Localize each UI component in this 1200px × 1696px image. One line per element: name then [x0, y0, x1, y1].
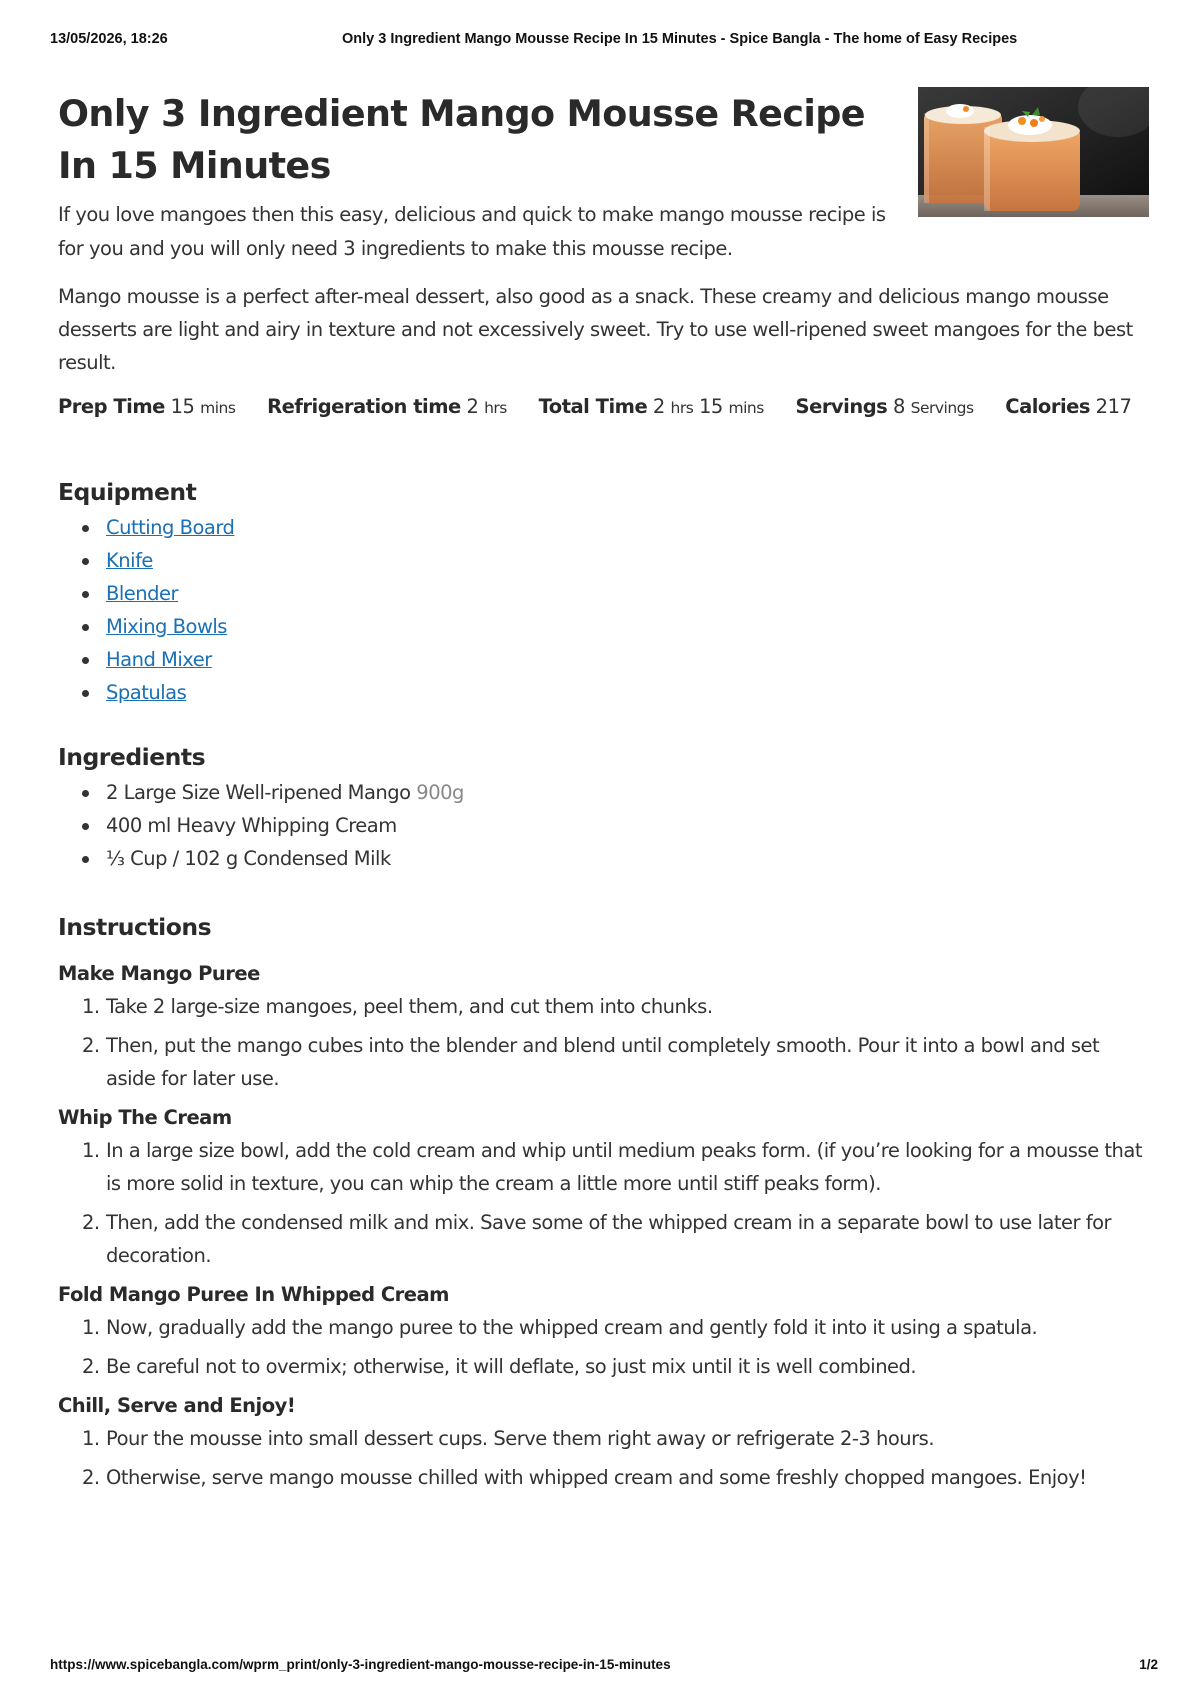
step-text: Be careful not to overmix; otherwise, it will deflate, so just mix until it is well combined.: [106, 1355, 917, 1378]
step-number: 2.: [82, 1355, 100, 1378]
list-item: [58, 610, 1150, 643]
page-url: https://www.spicebangla.com/wprm_print/only-3-ingredient-mango-mousse-recipe-in-15-minutes: [50, 1657, 671, 1672]
servings-value: 8: [892, 395, 905, 418]
step-text: Now, gradually add the mango puree to the whipped cream and gently fold it into it using a spatula.: [106, 1316, 1038, 1339]
step-text: In a large size bowl, add the cold cream and whip until medium peaks form. (if you’re looking for a mousse that is more solid in texture, you can whip the cream a little more until stiff peaks form).: [106, 1139, 1142, 1195]
servings-label: Servings: [795, 395, 888, 418]
list-item: [58, 643, 1150, 676]
calories-label: Calories: [1005, 395, 1090, 418]
ingredient-item: [58, 842, 1150, 875]
instruction-step: [58, 1461, 1150, 1494]
step-text: Take 2 large-size mangoes, peel them, and cut them into chunks.: [106, 995, 713, 1018]
list-item: [58, 544, 1150, 577]
calories: [1005, 391, 1131, 423]
equipment-link-hand-mixer[interactable]: Hand Mixer: [106, 648, 212, 671]
total-time: [539, 391, 764, 424]
instruction-step: [58, 1311, 1150, 1344]
total-time-hours: 2: [652, 395, 665, 418]
prep-time: [58, 391, 235, 424]
list-item: [58, 511, 1150, 544]
step-number: 1.: [82, 1139, 100, 1162]
refrigeration-time-label: Refrigeration time: [267, 395, 461, 418]
equipment-link-spatulas[interactable]: Spatulas: [106, 681, 187, 704]
ingredient-text: 400 ml Heavy Whipping Cream: [106, 814, 397, 837]
print-document-title: Only 3 Ingredient Mango Mousse Recipe In 15 Minutes - Spice Bangla - The home of Easy Recipes: [342, 31, 1018, 47]
instruction-steps: [58, 990, 1150, 1095]
equipment-link-blender[interactable]: Blender: [106, 582, 179, 605]
print-header: [50, 31, 1158, 51]
refrigeration-time-value: 2: [466, 395, 479, 418]
ingredient-text: 2 Large Size Well-ripened Mango: [106, 781, 411, 804]
instruction-group-title: Make Mango Puree: [58, 962, 260, 985]
page-number: 1/2: [1139, 1657, 1158, 1672]
recipe-card: [58, 88, 1150, 1500]
refrigeration-time: [267, 391, 507, 424]
ingredient-text: ⅓ Cup / 102 g Condensed Milk: [106, 847, 391, 870]
instruction-steps: [58, 1134, 1150, 1272]
print-date: 13/05/2026, 18:26: [50, 31, 168, 47]
equipment-list: [58, 511, 1150, 709]
prep-time-unit: mins: [200, 399, 236, 417]
total-time-minutes: 15: [699, 395, 723, 418]
prep-time-label: Prep Time: [58, 395, 165, 418]
equipment-heading: Equipment: [58, 478, 197, 506]
step-text: Then, add the condensed milk and mix. Save some of the whipped cream in a separate bowl to use later for decoration.: [106, 1211, 1112, 1267]
step-number: 1.: [82, 1427, 100, 1450]
ingredient-item: [58, 809, 1150, 842]
step-text: Otherwise, serve mango mousse chilled with whipped cream and some freshly chopped mangoes. Enjoy!: [106, 1466, 1087, 1489]
recipe-title: Only 3 Ingredient Mango Mousse Recipe In 15 Minutes: [58, 92, 865, 187]
refrigeration-time-unit: hrs: [484, 399, 507, 417]
step-number: 1.: [82, 995, 100, 1018]
equipment-link-knife[interactable]: Knife: [106, 549, 153, 572]
step-number: 2.: [82, 1211, 100, 1234]
step-number: 2.: [82, 1466, 100, 1489]
equipment-link-mixing-bowls[interactable]: Mixing Bowls: [106, 615, 227, 638]
step-text: Then, put the mango cubes into the blender and blend until completely smooth. Pour it into a bowl and set aside for later use.: [106, 1034, 1100, 1090]
list-item: [58, 676, 1150, 709]
instruction-group-title: Fold Mango Puree In Whipped Cream: [58, 1283, 450, 1306]
total-time-minutes-unit: mins: [728, 399, 764, 417]
instruction-step: [58, 1134, 1150, 1200]
instruction-group-title: Whip The Cream: [58, 1106, 232, 1129]
calories-value: 217: [1095, 395, 1132, 418]
instruction-step: [58, 1206, 1150, 1272]
servings-unit: Servings: [910, 399, 974, 417]
instruction-steps: [58, 1422, 1150, 1494]
instructions-heading: Instructions: [58, 913, 212, 941]
recipe-times: [58, 391, 1150, 424]
servings: [796, 391, 974, 424]
total-time-label: Total Time: [538, 395, 648, 418]
instruction-steps: [58, 1311, 1150, 1383]
instruction-step: [58, 990, 1150, 1023]
instruction-step: [58, 1029, 1150, 1095]
recipe-description: Mango mousse is a perfect after-meal dessert, also good as a snack. These creamy and delicious mango mousse desserts are light and airy in texture and not excessively sweet. Try to use well-ripened sweet mangoes for the best result.: [58, 285, 1133, 374]
print-footer: [50, 1657, 1158, 1677]
instruction-step: [58, 1422, 1150, 1455]
step-number: 1.: [82, 1316, 100, 1339]
list-item: [58, 577, 1150, 610]
ingredients-heading: Ingredients: [58, 743, 206, 771]
recipe-summary: If you love mangoes then this easy, delicious and quick to make mango mousse recipe is for you and you will only need 3 ingredients to make this mousse recipe.: [58, 203, 886, 260]
ingredient-item: [58, 776, 1150, 809]
ingredient-note: 900g: [416, 781, 464, 804]
instruction-group-title: Chill, Serve and Enjoy!: [58, 1394, 296, 1417]
step-text: Pour the mousse into small dessert cups. Serve them right away or refrigerate 2-3 hours.: [106, 1427, 935, 1450]
step-number: 2.: [82, 1034, 100, 1057]
ingredients-list: [58, 776, 1150, 875]
instruction-step: [58, 1350, 1150, 1383]
equipment-link-cutting-board[interactable]: Cutting Board: [106, 516, 235, 539]
prep-time-value: 15: [170, 395, 195, 418]
total-time-hours-unit: hrs: [670, 399, 694, 417]
